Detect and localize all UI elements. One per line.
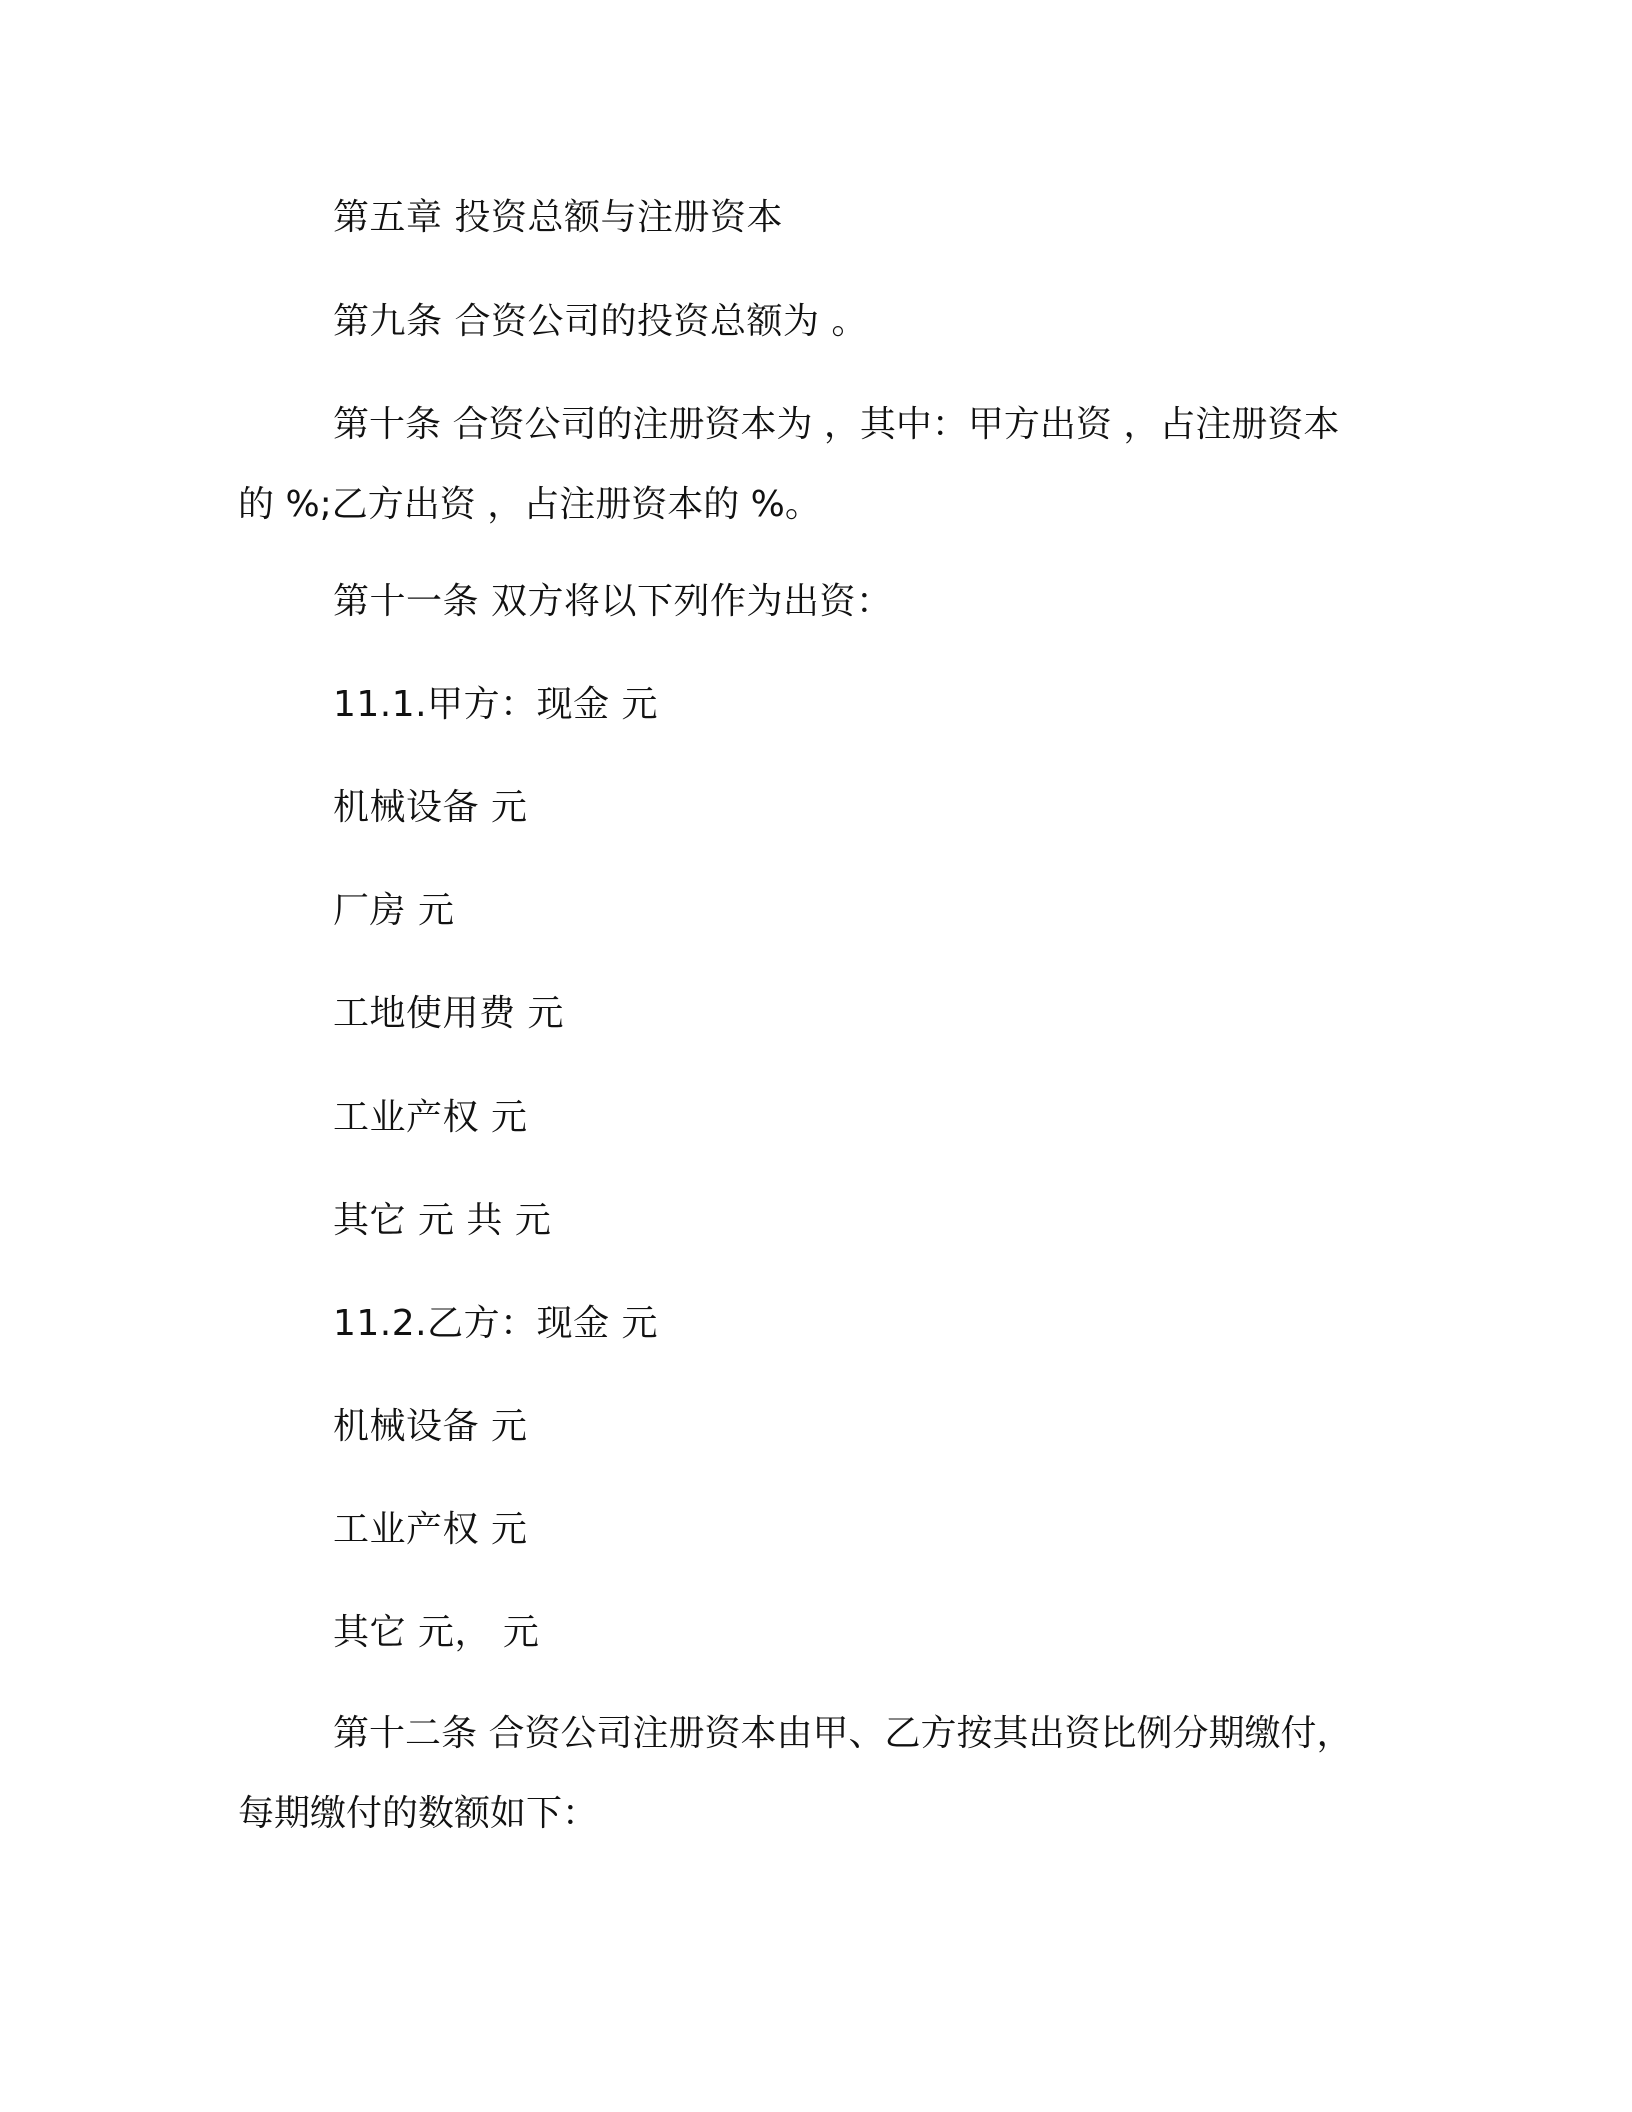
article-12 — [238, 1694, 1388, 1854]
party-a-other: 其它 元 共 元 — [333, 1200, 552, 1241]
party-a-machinery: 机械设备 元 — [333, 787, 528, 828]
article-9: 第九条 合资公司的投资总额为 。 — [333, 301, 868, 342]
party-b-ip: 工业产权 元 — [333, 1509, 528, 1550]
chapter-heading: 第五章 投资总额与注册资本 — [333, 197, 783, 238]
article-10-line-1: 第十条 合资公司的注册资本为 ，其中：甲方出资 ，占注册资本 — [333, 404, 1340, 445]
article-11: 第十一条 双方将以下列作为出资： — [333, 581, 893, 622]
party-a-ip: 工业产权 元 — [333, 1097, 528, 1138]
article-12-line-1: 第十二条 合资公司注册资本由甲、乙方按其出资比例分期缴付， — [333, 1713, 1353, 1754]
party-a-factory: 厂房 元 — [333, 890, 455, 931]
article-12-line-2: 每期缴付的数额如下： — [238, 1793, 599, 1834]
article-10 — [238, 385, 1388, 545]
party-b-other: 其它 元， 元 — [333, 1612, 540, 1653]
party-b-machinery: 机械设备 元 — [333, 1406, 528, 1447]
party-a-cash: 11.1.甲方：现金 元 — [333, 684, 659, 725]
article-10-line-2: 的 %;乙方出资 ，占注册资本的 %。 — [238, 484, 821, 525]
party-b-cash: 11.2.乙方：现金 元 — [333, 1303, 659, 1344]
party-a-site-fee: 工地使用费 元 — [333, 993, 564, 1034]
